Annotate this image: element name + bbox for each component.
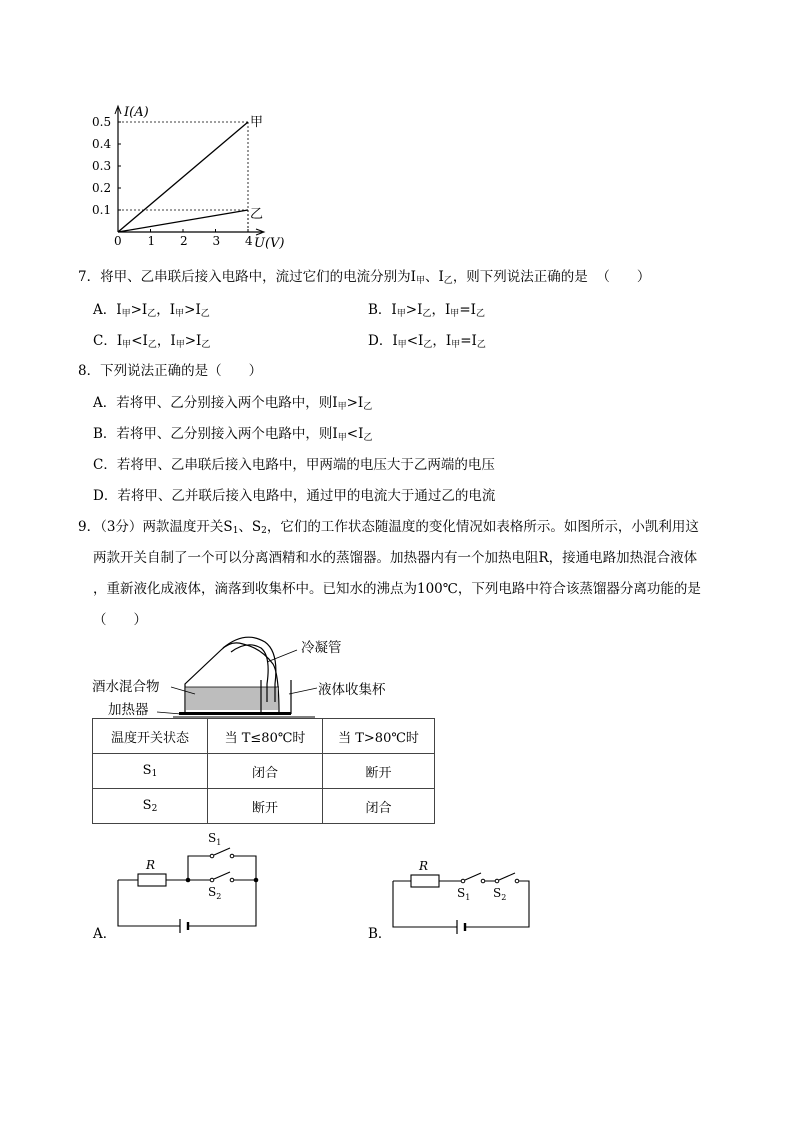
s1-label: $S_1$: [457, 886, 471, 902]
condenser-label: 冷凝管: [301, 640, 342, 656]
q8-stem: 8．下列说法正确的是（ ）: [78, 363, 263, 379]
x-tick-label: 3: [212, 234, 221, 248]
table-cell: 断开: [208, 789, 323, 824]
resistor-r: [138, 874, 166, 886]
series-line: [118, 122, 248, 232]
battery: [457, 920, 465, 934]
circuit-b-label[interactable]: B．: [368, 926, 392, 942]
cup-label: 液体收集杯: [318, 682, 386, 698]
line-jia-label: 甲: [250, 115, 264, 130]
y-axis-label: I(A): [124, 105, 149, 120]
q8-option-c[interactable]: C．若将甲、乙串联后接入电路中，甲两端的电压大于乙两端的电压: [93, 457, 495, 473]
q7-stem: 7．将甲、乙串联后接入电路中，流过它们的电流分别为$I_甲$、$I_乙$，则下列说法正确的是 （ ）: [78, 269, 651, 286]
s2-label: $S_2$: [493, 886, 507, 902]
switch-s1: [461, 873, 485, 883]
table-cell: 闭合: [323, 789, 435, 824]
y-tick-label: 0.4: [92, 137, 112, 151]
q8-option-d[interactable]: D．若将甲、乙并联后接入电路中，通过甲的电流大于通过乙的电流: [93, 488, 496, 504]
circuit-a[interactable]: [110, 830, 270, 940]
table-header-row: [93, 719, 435, 754]
line-yi-label: 乙: [250, 207, 264, 222]
mixture-label: 酒水混合物: [92, 679, 160, 695]
y-tick-label: 0.5: [92, 115, 112, 129]
q8-option-b[interactable]: B．若将甲、乙分别接入两个电路中，则$I_甲<I_乙$: [93, 426, 373, 443]
resistor-label: R: [146, 858, 156, 872]
table-cell: 闭合: [208, 754, 323, 789]
q9-line-3: ，重新液化成液体，滴落到收集杯中。已知水的沸点为100℃，下列电路中符合该蒸馏器分离功能的是: [93, 581, 701, 597]
q9-line-2: 两款开关自制了一个可以分离酒精和水的蒸馏器。加热器内有一个加热电阻R，接通电路加热混合液体: [93, 550, 698, 566]
table-header-cell: 当 T≤80℃时: [208, 719, 323, 754]
q9-paren: （ ）: [93, 612, 147, 628]
battery: [180, 919, 188, 933]
graph-series: [118, 122, 248, 232]
y-tick-label: 0.2: [92, 181, 112, 195]
heater-plate: [179, 712, 291, 715]
x-tick-label: 1: [147, 234, 156, 248]
q7-option-d[interactable]: D．$I_甲<I_乙$，$I_甲=I_乙$: [368, 333, 486, 350]
table-header-cell: 温度开关状态: [93, 719, 208, 754]
x-tick-label: 4: [245, 234, 253, 248]
x-tick-label: 0: [114, 234, 122, 248]
switch-s2: [210, 872, 234, 882]
mixture-liquid: [186, 687, 278, 710]
y-tick-label: 0.1: [92, 203, 112, 217]
switch-s1: [210, 848, 234, 858]
table-row: [93, 789, 435, 824]
graph-ticks: [92, 115, 253, 248]
resistor-label: R: [419, 859, 429, 873]
q7-option-b[interactable]: B．$I_甲>I_乙$，$I_甲=I_乙$: [368, 302, 485, 319]
q8-option-a[interactable]: A．若将甲、乙分别接入两个电路中，则$I_甲>I_乙$: [93, 395, 373, 412]
q9-line-1: 9．（3分）两款温度开关$S_1$、$S_2$，它们的工作状态随温度的变化情况如表格所示。如图所示，小凯利用这: [78, 519, 699, 536]
circuit-b[interactable]: [385, 855, 545, 940]
table-cell: $S_2$: [93, 789, 208, 824]
table-row: [93, 754, 435, 789]
s1-label: $S_1$: [208, 831, 222, 847]
q7-option-a[interactable]: A．$I_甲>I_乙$，$I_甲>I_乙$: [93, 302, 210, 319]
series-line: [118, 210, 248, 232]
table-cell: 断开: [323, 754, 435, 789]
table-header-cell: 当 T>80℃时: [323, 719, 435, 754]
q7-option-c[interactable]: C．$I_甲<I_乙$，$I_甲>I_乙$: [93, 333, 211, 350]
table-cell: $S_1$: [93, 754, 208, 789]
heater-label: 加热器: [108, 702, 149, 718]
iu-graph: [86, 100, 296, 260]
x-axis-label: U(V): [254, 236, 285, 251]
y-tick-label: 0.3: [92, 159, 112, 173]
circuit-a-label[interactable]: A．: [93, 926, 117, 942]
switch-state-table: [92, 718, 435, 824]
resistor-r: [411, 875, 439, 887]
switch-s2: [495, 873, 519, 883]
x-tick-label: 2: [180, 234, 188, 248]
s2-label: $S_2$: [208, 885, 222, 901]
